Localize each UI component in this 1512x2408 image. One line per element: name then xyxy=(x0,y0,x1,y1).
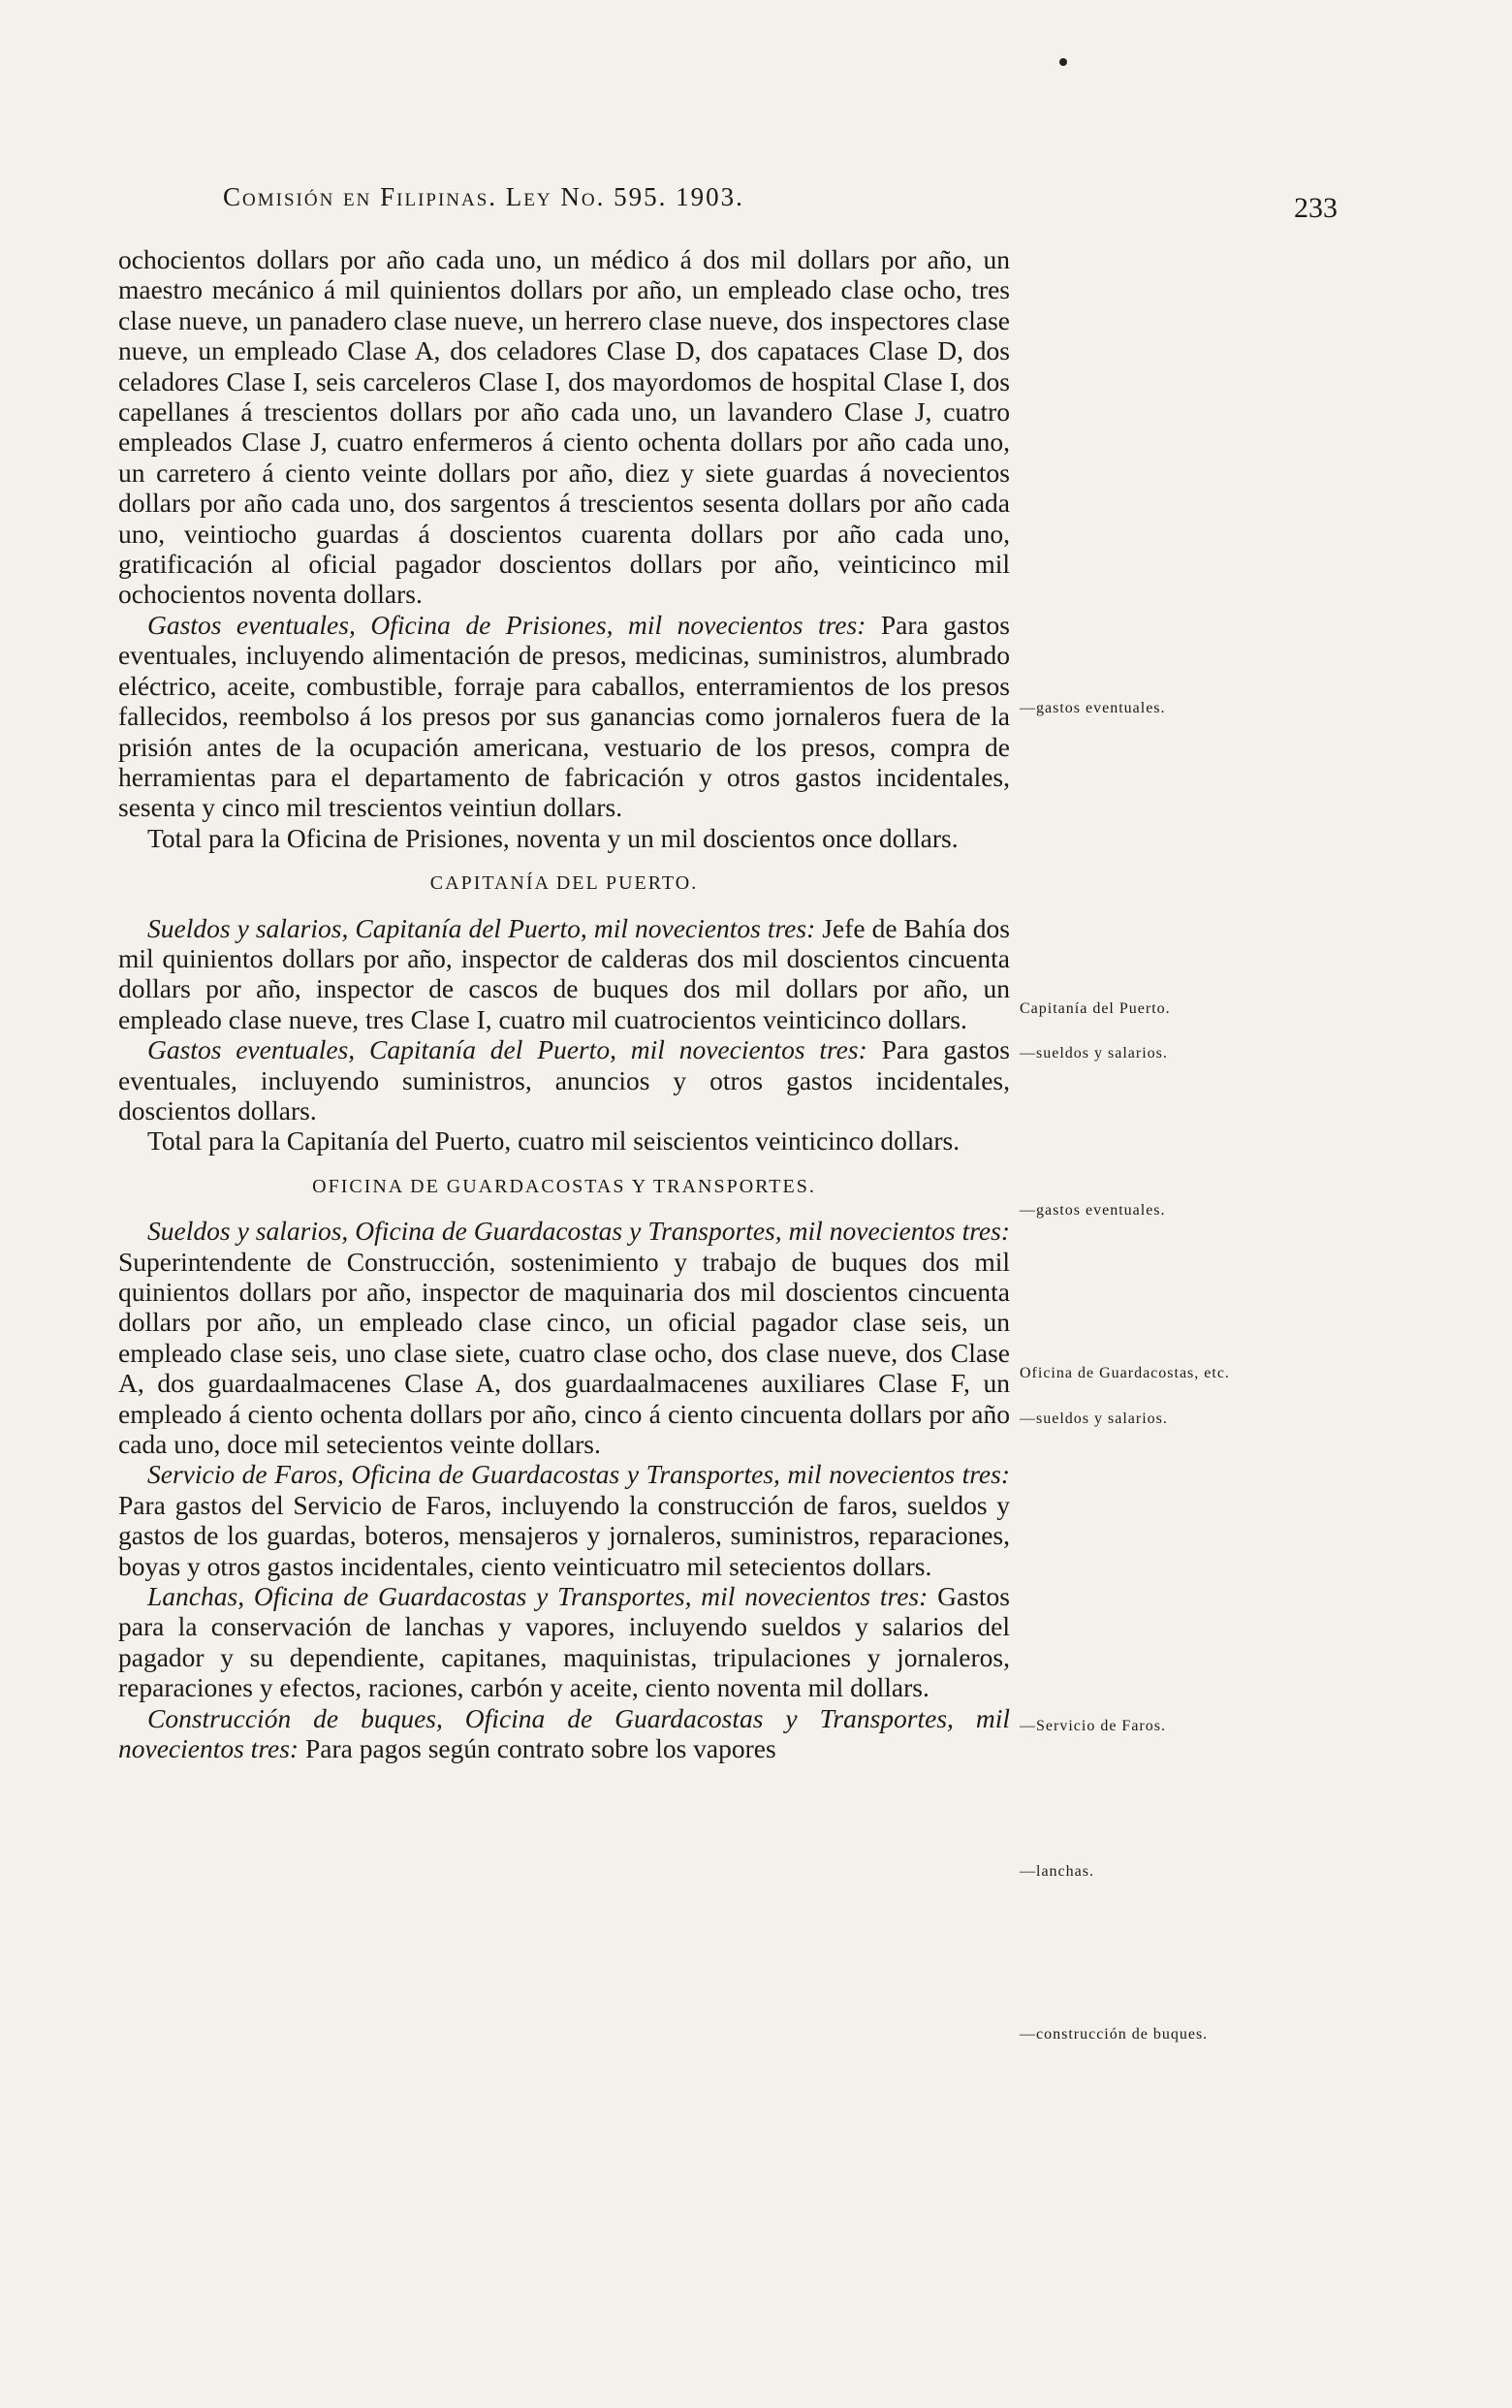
page-number: 233 xyxy=(1294,192,1338,224)
margin-note: —sueldos y salarios. xyxy=(1020,1045,1168,1061)
paragraph: Gastos eventuales, Capitanía del Puerto, mil novecientos tres: Para gastos eventuales, incluyendo suministros, anuncios y otros gastos incidentales, doscientos dollars. xyxy=(118,1034,1011,1125)
paragraph: Total para la Capitanía del Puerto, cuatro mil seiscientos veinticinco dollars. xyxy=(147,1125,961,1156)
margin-note: —Servicio de Faros. xyxy=(1020,1718,1166,1734)
page-header xyxy=(223,182,1338,224)
section-heading-puerto: CAPITANÍA DEL PUERTO. xyxy=(429,872,699,895)
paragraph: Lanchas, Oficina de Guardacostas y Transportes, mil novecientos tres: Gastos para la conservación de lanchas y vapores, incluyendo sueldos y salarios del pagador y su dependiente, capitanes, maquinistas, tripulaciones y jornaleros, reparaciones y efectos, raciones, carbón y aceite, ciento noventa mil dollars. xyxy=(118,1581,1010,1703)
margin-note: —gastos eventuales. xyxy=(1020,700,1166,716)
paragraph: Sueldos y salarios, Oficina de Guardacostas y Transportes, mil novecientos tres: Superintendente de Construcción, sostenimiento y trabajo de buques dos mil quinientos dollars por año, inspector de maquinaria dos mil doscientos cincuenta dollars por año, un empleado clase cinco, un oficial pagador clase seis, un empleado clase seis, uno clase siete, cuatro clase ocho, dos clase nueve, dos Clase A, dos guardaalmacenes Clase A, dos guardaalmacenes auxiliares Clase F, un empleado á ciento ochenta dollars por año, cinco á ciento cincuenta dollars por año cada uno, doce mil setecientos veinte dollars. xyxy=(118,1216,1010,1460)
margin-note: —construcción de buques. xyxy=(1020,2026,1209,2043)
paragraph: Sueldos y salarios, Capitanía del Puerto, mil novecientos tres: Jefe de Bahía dos mil quinientos dollars por año, inspector de calderas dos mil doscientos cincuenta dollars por año, inspector de cascos de buques dos mil dollars por año, un empleado clase nueve, tres Clase I, cuatro mil cuatrocientos veinticinco dollars. xyxy=(118,912,1011,1034)
margin-note: —gastos eventuales. xyxy=(1020,1202,1166,1219)
margin-note: Oficina de Guardacostas, etc. xyxy=(1020,1365,1230,1381)
paragraph: ochocientos dollars por año cada uno, un médico á dos mil dollars por año, un maestro mecánico á mil quinientos dollars por año, un empleado clase ocho, tres clase nueve, un panadero clase nueve, un herrero clase nueve, dos inspectores clase nueve, un empleado Clase A, dos celadores Clase D, dos capataces Clase D, dos celadores Clase I, seis carceleros Clase I, dos mayordomos de hospital Clase I, dos capellanes á trescientos dollars por año cada uno, un lavandero Clase J, cuatro empleados Clase J, cuatro enfermeros á ciento ochenta dollars por año cada uno, un carretero á ciento veinte dollars por año, diez y siete guardas á novecientos dollars por año cada uno, dos sargentos á trescientos sesenta dollars por año cada uno, veintiocho guardas á doscientos cuarenta dollars por año cada uno, gratificación al oficial pagador doscientos dollars por año, veinticinco mil ochocientos noventa dollars. xyxy=(118,244,1010,610)
paragraph: Gastos eventuales, Oficina de Prisiones, mil novecientos tres: Para gastos eventuales, incluyendo alimentación de presos, medicinas, suministros, alumbrado eléctrico, aceite, combustible, forraje para caballos, enterramientos de los presos fallecidos, reembolso á los presos por sus ganancias como jornaleros fuera de la prisión antes de la ocupación americana, vestuario de los presos, compra de herramientas para el departamento de fabricación y otros gastos incidentales, sesenta y cinco mil trescientos veintiun dollars. xyxy=(118,609,1010,823)
section-heading-guardacostas: OFICINA DE GUARDACOSTAS Y TRANSPORTES. xyxy=(312,1175,816,1197)
speck-mark xyxy=(1059,58,1067,66)
main-text xyxy=(118,244,1010,1764)
margin-note: —sueldos y salarios. xyxy=(1020,1410,1168,1427)
running-head: Comisión en Filipinas. Ley No. 595. 1903. xyxy=(223,182,744,211)
margin-note: —lanchas. xyxy=(1020,1863,1094,1880)
margin-note: Capitanía del Puerto. xyxy=(1020,1000,1171,1017)
paragraph: Total para la Oficina de Prisiones, noventa y un mil doscientos once dollars. xyxy=(147,822,959,853)
paragraph: Construcción de buques, Oficina de Guardacostas y Transportes, mil novecientos tres: Para pagos según contrato sobre los vapores xyxy=(118,1702,1010,1764)
paragraph: Servicio de Faros, Oficina de Guardacostas y Transportes, mil novecientos tres: Para gastos del Servicio de Faros, incluyendo la construcción de faros, sueldos y gastos de los guardas, boteros, mensajeros y jornaleros, suministros, reparaciones, boyas y otros gastos incidentales, ciento veinticuatro mil setecientos dollars. xyxy=(118,1459,1010,1581)
